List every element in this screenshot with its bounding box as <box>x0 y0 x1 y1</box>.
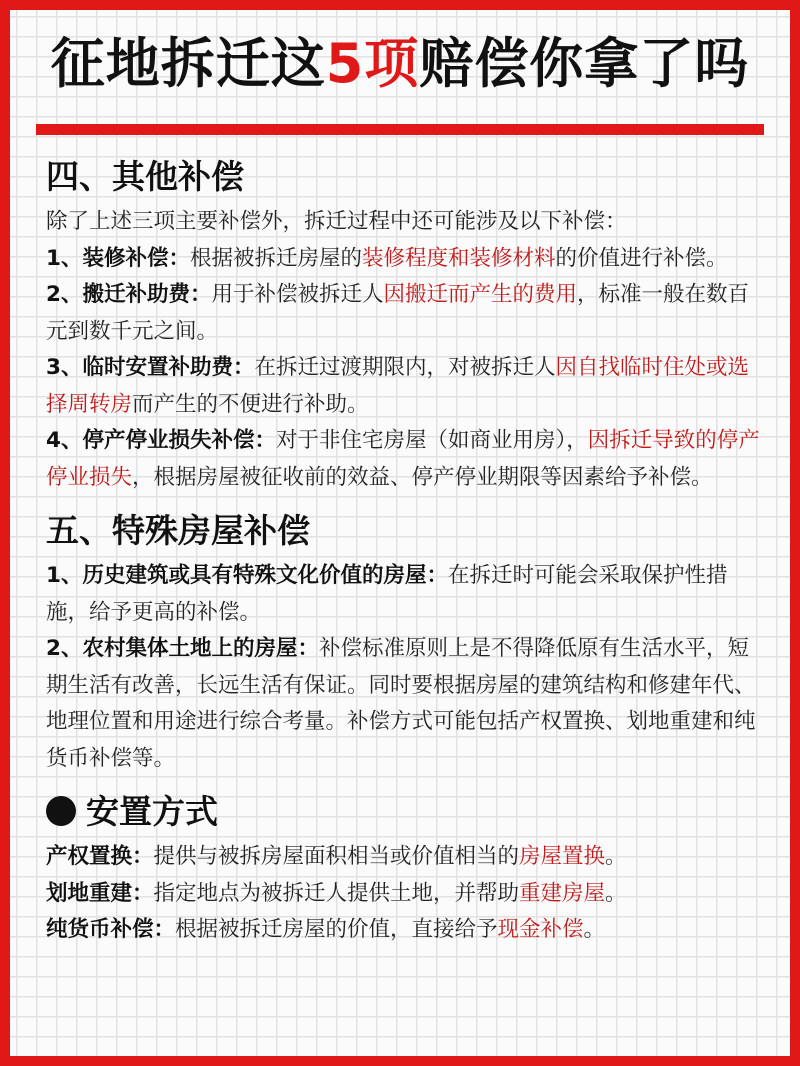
item-text: 提供与被拆房屋面积相当或价值相当的 <box>153 844 520 869</box>
item-label: 2、农村集体土地上的房屋： <box>46 636 319 661</box>
item-highlight: 因搬迁而产生的费用 <box>383 282 577 307</box>
list-item <box>46 241 762 278</box>
section-heading-resettlement <box>46 789 762 835</box>
item-highlight: 因自找临时住处或选择周转房 <box>46 355 749 417</box>
list-item <box>46 350 762 423</box>
spacer <box>46 777 762 789</box>
bullet-dot-icon <box>46 796 76 826</box>
item-label: 3、临时安置补助费： <box>46 355 255 380</box>
item-label: 1、历史建筑或具有特殊文化价值的房屋： <box>46 563 448 588</box>
item-text: 对于非住宅房屋（如商业用房）， <box>275 428 588 453</box>
item-label: 1、装修补偿： <box>46 245 190 271</box>
title-highlight: 5项 <box>325 32 420 95</box>
item-label: 2、搬迁补助费： <box>46 282 212 307</box>
list-item <box>46 876 762 913</box>
section-intro: 除了上述三项主要补偿外，拆迁过程中还可能涉及以下补偿： <box>46 209 627 234</box>
item-text: 。 <box>583 917 606 942</box>
title-part1: 征地拆迁这 <box>50 32 326 95</box>
list-item <box>46 558 762 631</box>
item-highlight: 重建房屋 <box>519 880 606 906</box>
item-label: 4、停产停业损失补偿： <box>46 428 276 453</box>
list-item <box>46 912 762 949</box>
page-title <box>10 24 790 104</box>
item-text: 根据被拆迁房屋的价值，直接给予 <box>175 917 498 942</box>
article-body <box>46 154 762 949</box>
item-text: 而产生的不便进行补助。 <box>132 391 369 417</box>
list-item <box>46 277 762 350</box>
item-text: ，标准一般在数百元到数千元之间。 <box>46 282 750 344</box>
title-part2: 赔偿你拿了吗 <box>419 32 750 95</box>
list-item <box>46 631 762 777</box>
spacer <box>46 496 762 508</box>
item-text: 补偿标准原则上是不得降低原有生活水平，短期生活有改善，长远生活有保证。同时要根据房屋的建筑结构和修建年代、地理位置和用途进行综合考量。补偿方式可能包括产权置换、划地重建和纯货币补偿等。 <box>46 636 756 771</box>
item-text: 。 <box>605 844 627 869</box>
item-highlight: 房屋置换 <box>519 844 606 869</box>
item-label: 纯货币补偿： <box>46 917 176 942</box>
list-item <box>46 423 762 496</box>
item-label: 划地重建： <box>46 880 154 906</box>
title-underline <box>36 124 764 135</box>
item-text: ，根据房屋被征收前的效益、停产停业期限等因素给予补偿。 <box>132 464 713 490</box>
list-item <box>46 839 762 876</box>
item-highlight: 因拆迁导致的停产停业损失 <box>46 428 760 490</box>
item-label: 产权置换： <box>46 844 154 869</box>
item-text: 在拆迁过渡期限内，对被拆迁人 <box>254 355 556 380</box>
item-text: 在拆迁时可能会采取保护性措施，给予更高的补偿。 <box>46 563 728 625</box>
section-heading-text: 安置方式 <box>86 792 218 831</box>
section-heading-special-houses: 五、特殊房屋补偿 <box>46 511 310 550</box>
item-text: 的价值进行补偿。 <box>555 245 728 271</box>
item-text: 。 <box>605 880 627 906</box>
item-text: 指定地点为被拆迁人提供土地，并帮助 <box>153 880 520 906</box>
item-text: 根据被拆迁房屋的 <box>189 245 362 271</box>
item-highlight: 装修程度和装修材料 <box>361 245 556 271</box>
item-highlight: 现金补偿 <box>497 917 584 942</box>
item-text: 用于补偿被拆迁人 <box>211 282 384 307</box>
section-heading-other-compensation: 四、其他补偿 <box>46 157 244 196</box>
